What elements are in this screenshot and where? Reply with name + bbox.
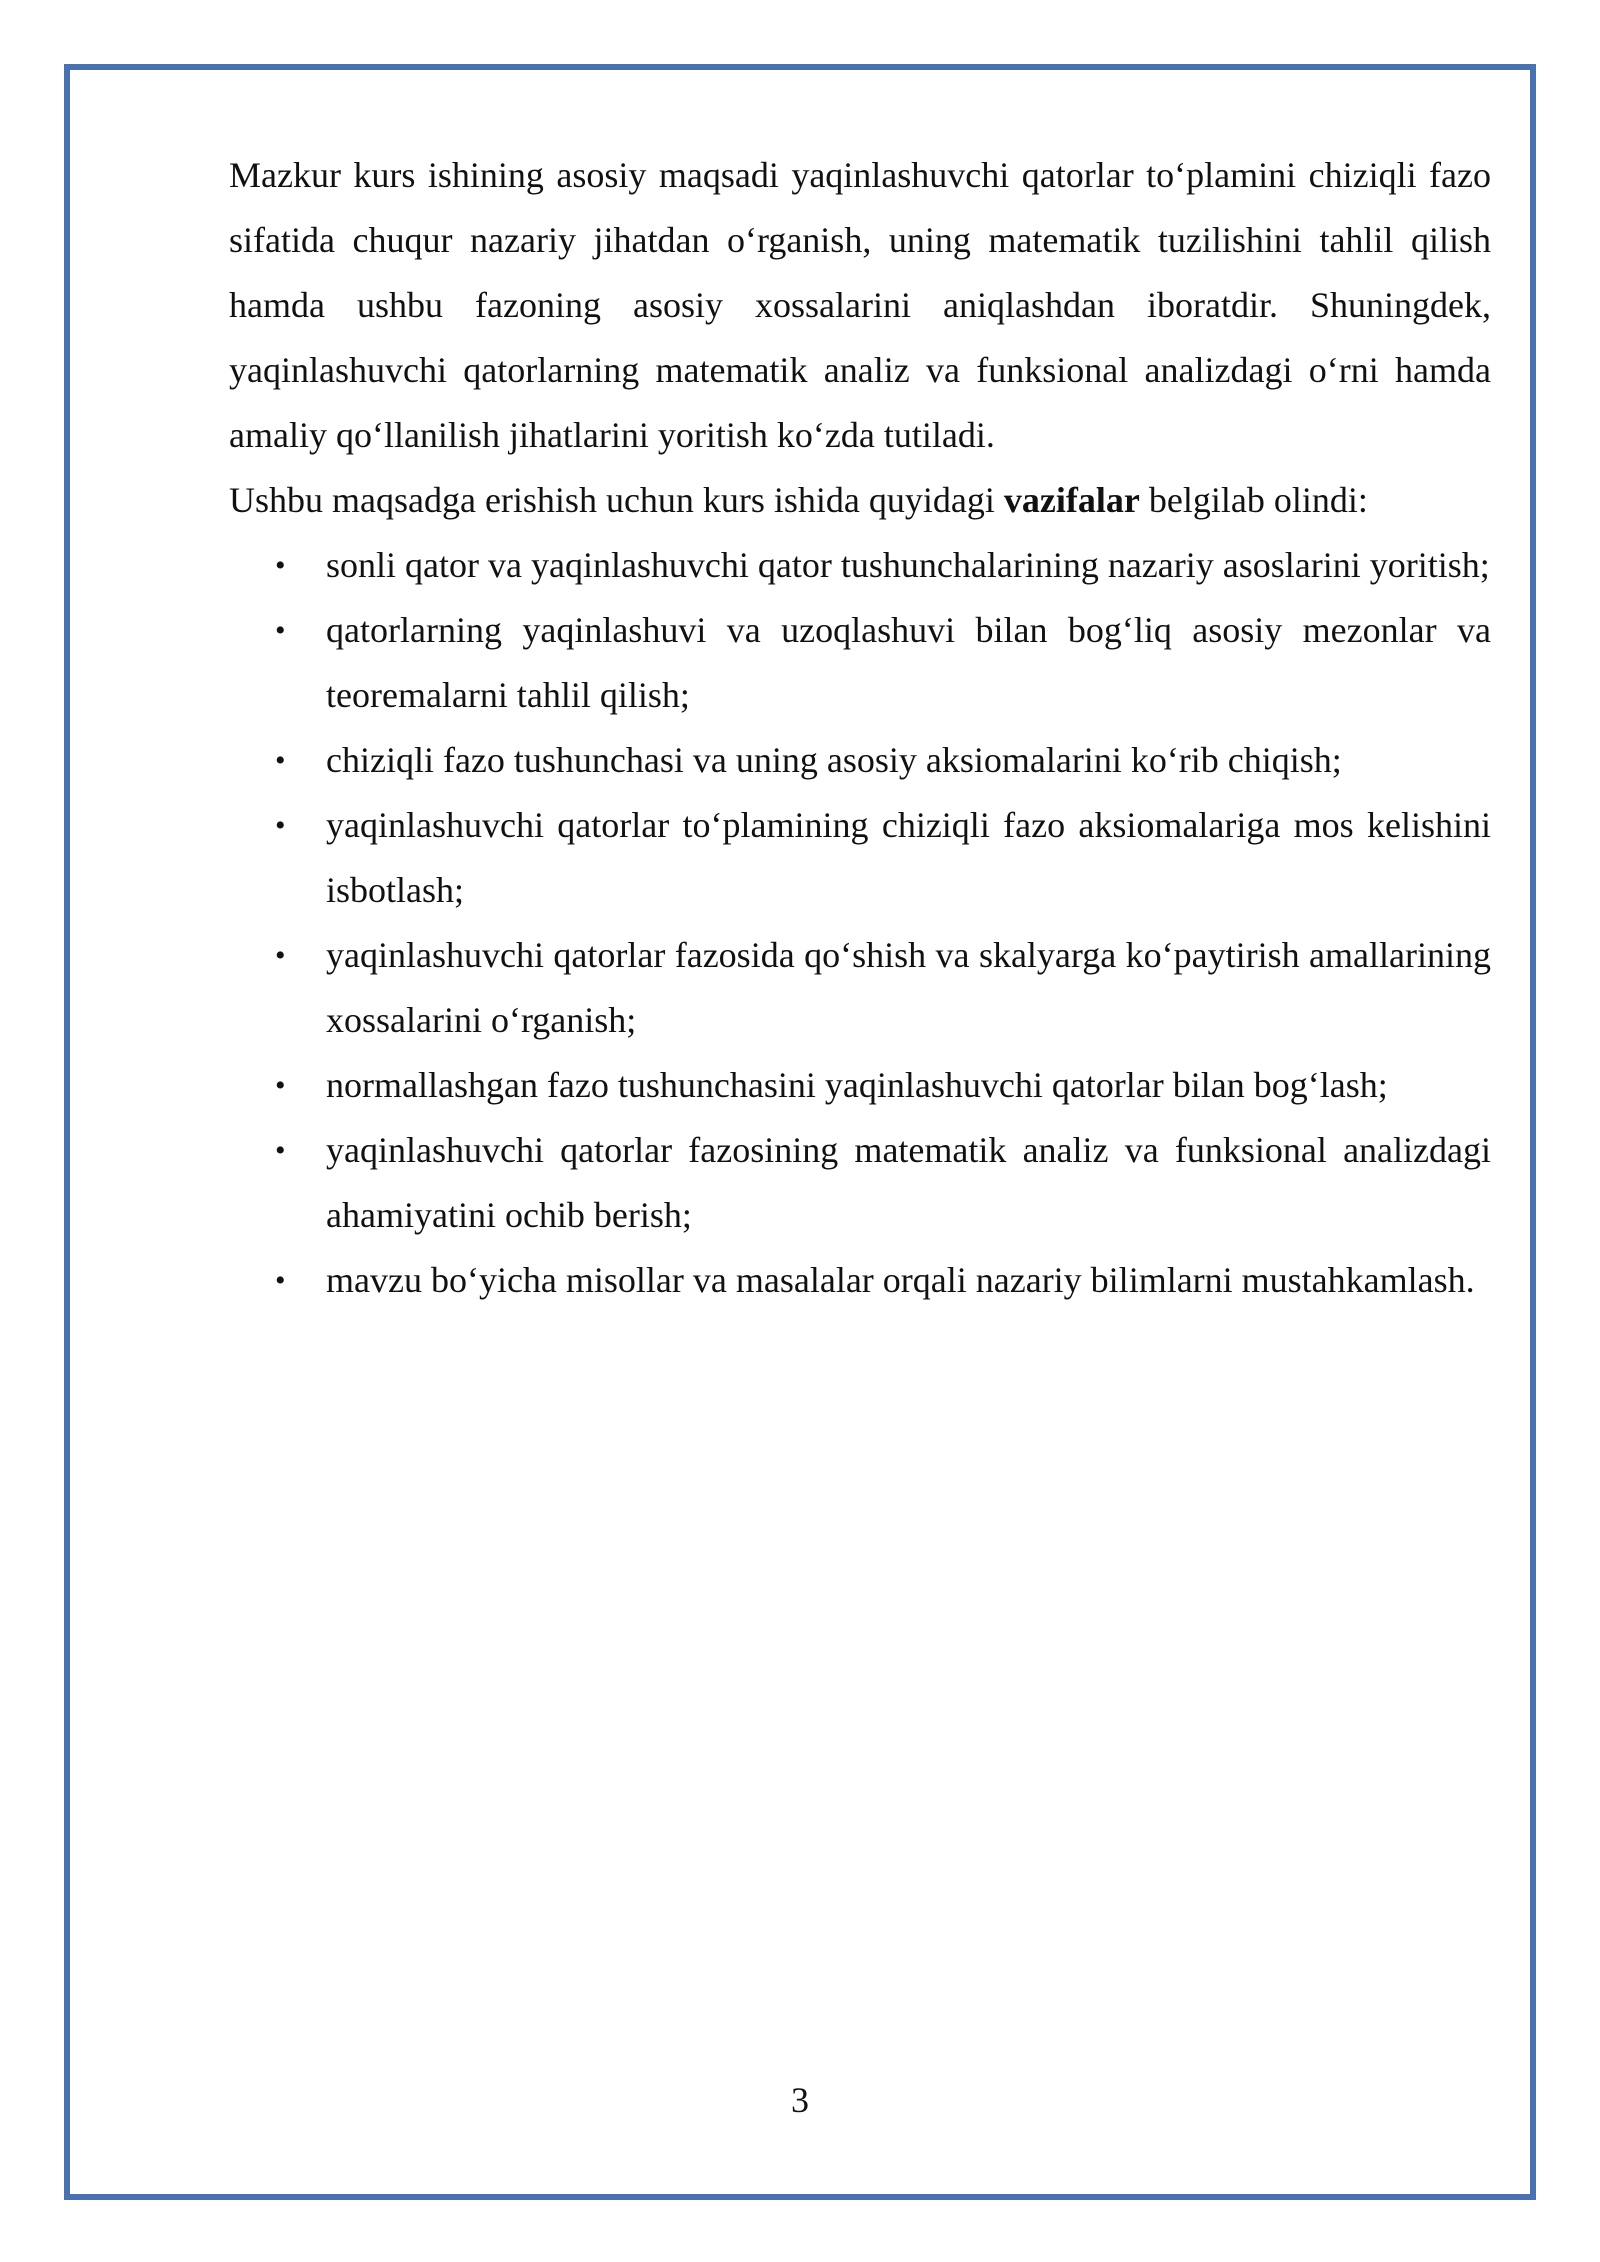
bullet-icon: • <box>275 1134 286 1167</box>
list-item-text: yaqinlashuvchi qatorlar to‘plamining chiziqli fazo aksiomalariga mos kelishini isbotlash; <box>326 805 1491 910</box>
list-item <box>229 1053 1491 1118</box>
tasks-lead-before: Ushbu maqsadga erishish uchun kurs ishida quyidagi <box>229 480 1004 520</box>
document-body <box>229 143 1491 1313</box>
task-list <box>229 533 1491 1313</box>
list-item-text: chiziqli fazo tushunchasi va uning asosiy aksiomalarini ko‘rib chiqish; <box>326 740 1342 780</box>
bullet-icon: • <box>275 614 286 647</box>
list-item-text: normallashgan fazo tushunchasini yaqinlashuvchi qatorlar bilan bog‘lash; <box>326 1065 1388 1105</box>
bullet-icon: • <box>275 1264 286 1297</box>
bullet-icon: • <box>275 939 286 972</box>
list-item-text: mavzu bo‘yicha misollar va masalalar orqali nazariy bilimlarni mustahkamlash. <box>326 1260 1475 1300</box>
list-item-text: sonli qator va yaqinlashuvchi qator tushunchalarining nazariy asoslarini yoritish; <box>326 545 1490 585</box>
bullet-icon: • <box>275 1069 286 1102</box>
tasks-lead-sentence <box>229 468 1491 533</box>
tasks-lead-after: belgilab olindi: <box>1139 480 1368 520</box>
list-item-text: yaqinlashuvchi qatorlar fazosida qo‘shish va skalyarga ko‘paytirish amallarining xossalarini o‘rganish; <box>326 935 1491 1040</box>
list-item <box>229 598 1491 728</box>
bullet-icon: • <box>275 549 286 582</box>
list-item <box>229 793 1491 923</box>
list-item <box>229 533 1491 598</box>
list-item-text: qatorlarning yaqinlashuvi va uzoqlashuvi bilan bog‘liq asosiy mezonlar va teoremalarni tahlil qilish; <box>326 610 1491 715</box>
list-item <box>229 728 1491 793</box>
list-item <box>229 1248 1491 1313</box>
bullet-icon: • <box>275 744 286 777</box>
page-number: 3 <box>791 2080 809 2120</box>
tasks-lead-bold-word: vazifalar <box>1003 480 1140 520</box>
bullet-icon: • <box>275 809 286 842</box>
list-item-text: yaqinlashuvchi qatorlar fazosining matematik analiz va funksional analizdagi ahamiyatini ochib berish; <box>326 1130 1491 1235</box>
list-item <box>229 923 1491 1053</box>
list-item <box>229 1118 1491 1248</box>
intro-paragraph: Mazkur kurs ishining asosiy maqsadi yaqinlashuvchi qatorlar to‘plamini chiziqli fazo sifatida chuqur nazariy jihatdan o‘rganish, uning matematik tuzilishini tahlil qilish hamda ushbu fazoning asosiy xossalarini aniqlashdan iboratdir. Shuningdek, yaqinlashuvchi qatorlarning matematik analiz va funksional analizdagi o‘rni hamda amaliy qo‘llanilish jihatlarini yoritish ko‘zda tutiladi. <box>229 155 1491 455</box>
